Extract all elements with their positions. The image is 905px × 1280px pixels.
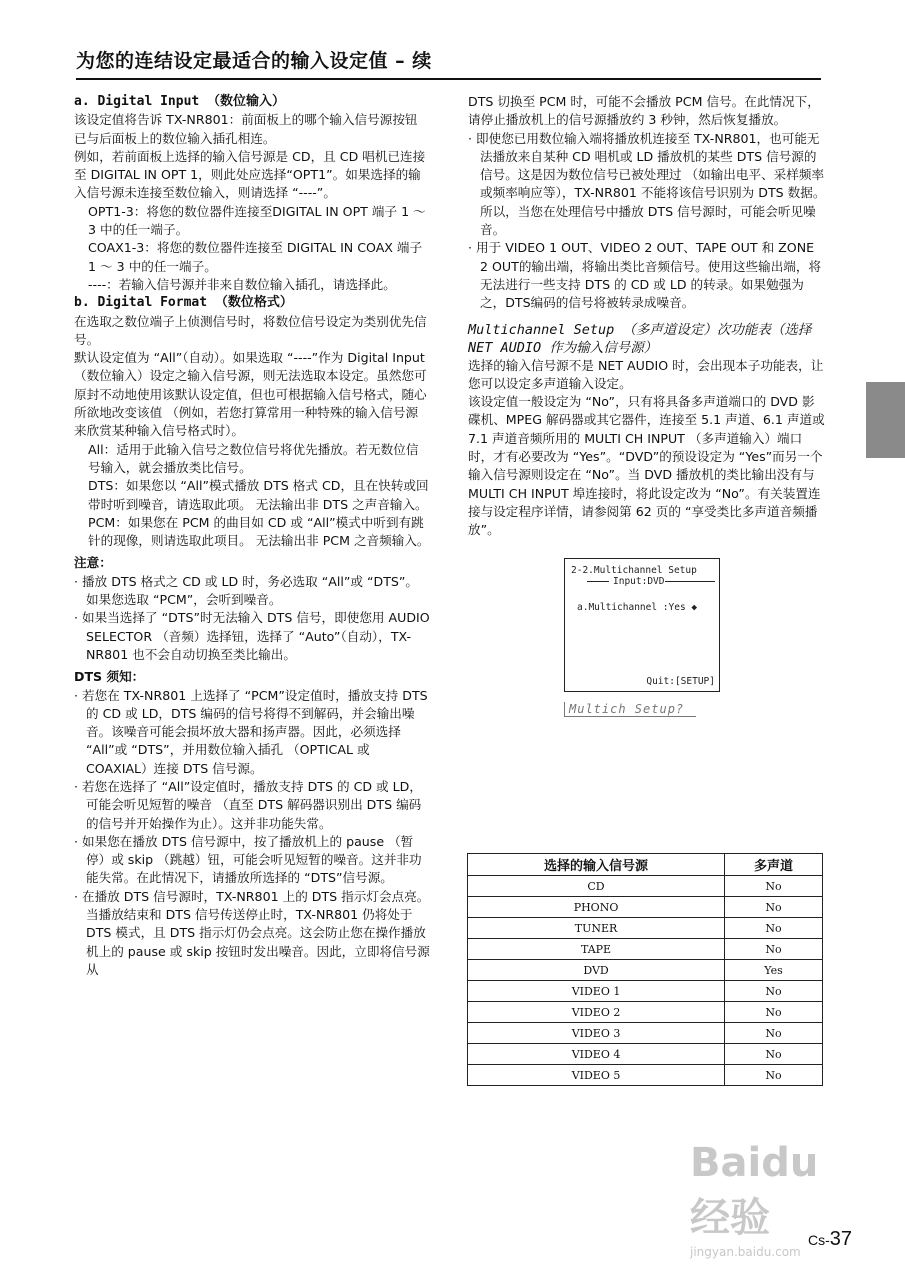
table-cell: No: [725, 897, 823, 918]
note-item: · 播放 DTS 格式之 CD 或 LD 时，务必选取 “All”或 “DTS”。 如果您选取 “PCM”，会听到噪音。: [74, 573, 419, 608]
osd-input: Input:DVD: [613, 575, 665, 587]
page-number-prefix: Cs-: [808, 1232, 830, 1248]
dts-notes-title: DTS 须知：: [74, 669, 145, 685]
note-title: 注意：: [74, 555, 112, 571]
table-header: 多声道: [725, 854, 823, 876]
digital-format-desc: 在选取之数位端子上侦测信号时，将数位信号设定为类别优先信号。: [74, 313, 427, 347]
all-option: All：适用于此输入信号之数位信号将优先播放。若无数位信号输入，就会播放类比信号。: [88, 441, 419, 475]
right-column: [468, 93, 826, 718]
table-cell: TUNER: [468, 918, 725, 939]
page-number-value: 37: [829, 1228, 853, 1250]
osd-quit-hint: Quit:[SETUP]: [646, 675, 715, 687]
none-option: ----：若输入信号源并非来自数位输入插孔，请选择此。: [88, 276, 396, 292]
osd-multichannel-row: [577, 602, 697, 613]
table-row: [468, 1002, 823, 1023]
table-row: [468, 918, 823, 939]
note-item: · 如果当选择了 “DTS”时无法输入 DTS 信号，即使您用 AUDIO SELECTOR （音频）选择钮，选择了 “Auto”（自动），TX-NR801 也不会自动切换至类比输出。: [74, 610, 430, 662]
table-cell: No: [725, 1023, 823, 1044]
table-cell: No: [725, 1044, 823, 1065]
osd-multichannel-value: a.Multichannel :Yes: [577, 601, 686, 613]
table-row: [468, 981, 823, 1002]
table-row: [468, 1023, 823, 1044]
osd-menu-title: 2-2.Multichannel Setup: [571, 564, 697, 576]
dts-note-item: · 若您在 TX-NR801 上选择了 “PCM”设定值时，播放支持 DTS 的 CD 或 LD，DTS 编码的信号将得不到解码，并会输出噪音。该噪音可能会损坏放大器和扬声器。因此，必须选择 “All”或 “DTS”，并用数位输入插孔 （OPTICAL 或 COAXIAL）连接 DTS 信号源。: [74, 687, 428, 776]
digital-format-heading: b. Digital Format （数位格式）: [74, 295, 293, 311]
watermark-logo: Baidu 经验: [690, 1140, 819, 1241]
digital-input-example: 例如，若前面板上选择的输入信号源是 CD，且 CD 唱机已连接至 DIGITAL IN OPT 1，则此处应选择“OPT1”。如果选择的输入信号源未连接至数位输入，则请选择 “----”。: [74, 148, 426, 201]
input-multichannel-table: [467, 853, 823, 1086]
watermark-url: jingyan.baidu.com: [690, 1245, 801, 1259]
digital-input-heading: a. Digital Input （数位输入）: [74, 94, 286, 109]
table-cell: No: [725, 1065, 823, 1086]
table-cell: No: [725, 876, 823, 897]
dts-note-item: · 用于 VIDEO 1 OUT、VIDEO 2 OUT、TAPE OUT 和 ZONE 2 OUT的输出端，将输出类比音频信号。使用这些输出端，将无法进行一些支持 DTS 的 CD 或 LD 的转录。如果勉强为之，DTS编码的信号将被转录成噪音。: [468, 240, 822, 311]
dts-note-item: · 即使您已用数位输入端将播放机连接至 TX-NR801，也可能无法播放来自某种 CD 唱机或 LD 播放机的某些 DTS 信号源的信号。这是因为数位信号已被处理过 （如输出电平、采样频率或频率响应等），TX-NR801 不能将该信号识别为 DTS 数据。所以，当您在处理信号中播放 DTS 信号源时，可能会听见噪音。: [468, 130, 826, 238]
table-row: [468, 939, 823, 960]
table-cell: CD: [468, 876, 725, 897]
table-cell: VIDEO 2: [468, 1002, 725, 1023]
page-number: [808, 1228, 852, 1251]
multichannel-desc: 选择的输入信号源不是 NET AUDIO 时，会出现本子功能表，让您可以设定多声道输入设定。: [468, 357, 824, 391]
table-row: [468, 1044, 823, 1065]
pcm-option: PCM：如果您在 PCM 的曲目如 CD 或 “All”模式中听到有跳针的现像，则请选取此项目。 无法输出非 PCM 之音频输入。: [88, 514, 430, 549]
table-cell: VIDEO 1: [468, 981, 725, 1002]
left-column: [74, 93, 430, 979]
multichannel-detail: 该设定值一般设定为 “No”，只有将具备多声道端口的 DVD 影碟机、MPEG 解码器或其它器件，连接至 5.1 声道、6.1 声道或 7.1 声道音频所用的 MULTI CH INPUT （多声道输入）端口时，才有必要改为 “Yes”。“DVD”的预设设定为 “Yes”而另一个输入信号源则设定在 “No”。当 DVD 播放机的类比输出没有与 MULTI CH INPUT 埠连接时，将此设定改为 “No”。有关装置连接与设定程序详情，请参阅第 62 页的 “享受类比多声道音频播放”。: [468, 394, 825, 538]
table-cell: DVD: [468, 960, 725, 981]
lcd-display: Multich Setup?: [564, 702, 696, 717]
cursor-icon: ◆: [691, 601, 698, 613]
section-tab-marker: [866, 382, 905, 458]
page-title: 为您的连结设定最适合的输入设定值 – 续: [76, 46, 821, 80]
dts-note-item: · 如果您在播放 DTS 信号源中，按了播放机上的 pause （暂停）或 skip （跳越）钮，可能会听见短暂的噪音。这并非功能失常。在此情况下，请播放所选择的 “DTS”信号源。: [74, 833, 422, 886]
table-header-row: [468, 854, 823, 876]
table-row: [468, 876, 823, 897]
table-header: 选择的输入信号源: [468, 854, 725, 876]
table-cell: VIDEO 3: [468, 1023, 725, 1044]
table-cell: VIDEO 5: [468, 1065, 725, 1086]
coax-option: COAX1-3：将您的数位器件连接至 DIGITAL IN COAX 端子 1 ～ 3 中的任一端子。: [88, 240, 423, 274]
table-row: [468, 1065, 823, 1086]
osd-rule: [587, 581, 609, 582]
digital-format-default: 默认设定值为 “All”（自动）。如果选取 “----”作为 Digital Input （数位输入）设定之输入信号源，则无法选取本设定。虽然您可原封不动地使用该默认设定值，但也可根据输入信号格式，随心所欲地改变该值 （例如，若您打算常用一种特殊的输入信号源来欣赏某种输入信号格式时）。: [74, 350, 427, 439]
table-row: [468, 897, 823, 918]
digital-input-desc: 该设定值将告诉 TX-NR801：前面板上的哪个输入信号源按钮已与后面板上的数位输入插孔相连。: [74, 112, 418, 146]
table-cell: TAPE: [468, 939, 725, 960]
opt-option: OPT1-3：将您的数位器件连接至DIGITAL IN OPT 端子 1 ～ 3 中的任一端子。: [88, 203, 426, 238]
table-cell: No: [725, 981, 823, 1002]
table-cell: Yes: [725, 960, 823, 981]
table-cell: No: [725, 918, 823, 939]
dts-note-item: · 在播放 DTS 信号源时，TX-NR801 上的 DTS 指示灯会点亮。当播放结束和 DTS 信号传送停止时，TX-NR801 仍将处于 DTS 模式，且 DTS 指示灯仍会点亮。这会防止您在操作播放机上的 pause 或 skip 按钮时发出噪音。因此，立即将信号源从: [74, 888, 430, 977]
dts-note-item: · 若您在选择了 “All”设定值时，播放支持 DTS 的 CD 或 LD，可能会听见短暂的噪音 （直至 DTS 解码器识别出 DTS 编码的信号并开始操作为止）。这并非功能失常。: [74, 778, 422, 831]
table-cell: No: [725, 1002, 823, 1023]
osd-screen: [564, 558, 720, 692]
table-row: [468, 960, 823, 981]
dts-option: DTS：如果您以 “All”模式播放 DTS 格式 CD，且在快转或回带时听到噪音，请选取此项。 无法输出非 DTS 之声音输入。: [88, 478, 429, 512]
multichannel-heading: Multichannel Setup （多声道设定）次功能表（选择 NET AUDIO 作为输入信号源）: [468, 321, 812, 356]
osd-rule: [665, 581, 715, 582]
table-cell: VIDEO 4: [468, 1044, 725, 1065]
table-cell: No: [725, 939, 823, 960]
dts-note-continued: DTS 切换至 PCM 时，可能不会播放 PCM 信号。在此情况下，请停止播放机上的信号源播放约 3 秒钟，然后恢复播放。: [468, 94, 820, 128]
table-cell: PHONO: [468, 897, 725, 918]
